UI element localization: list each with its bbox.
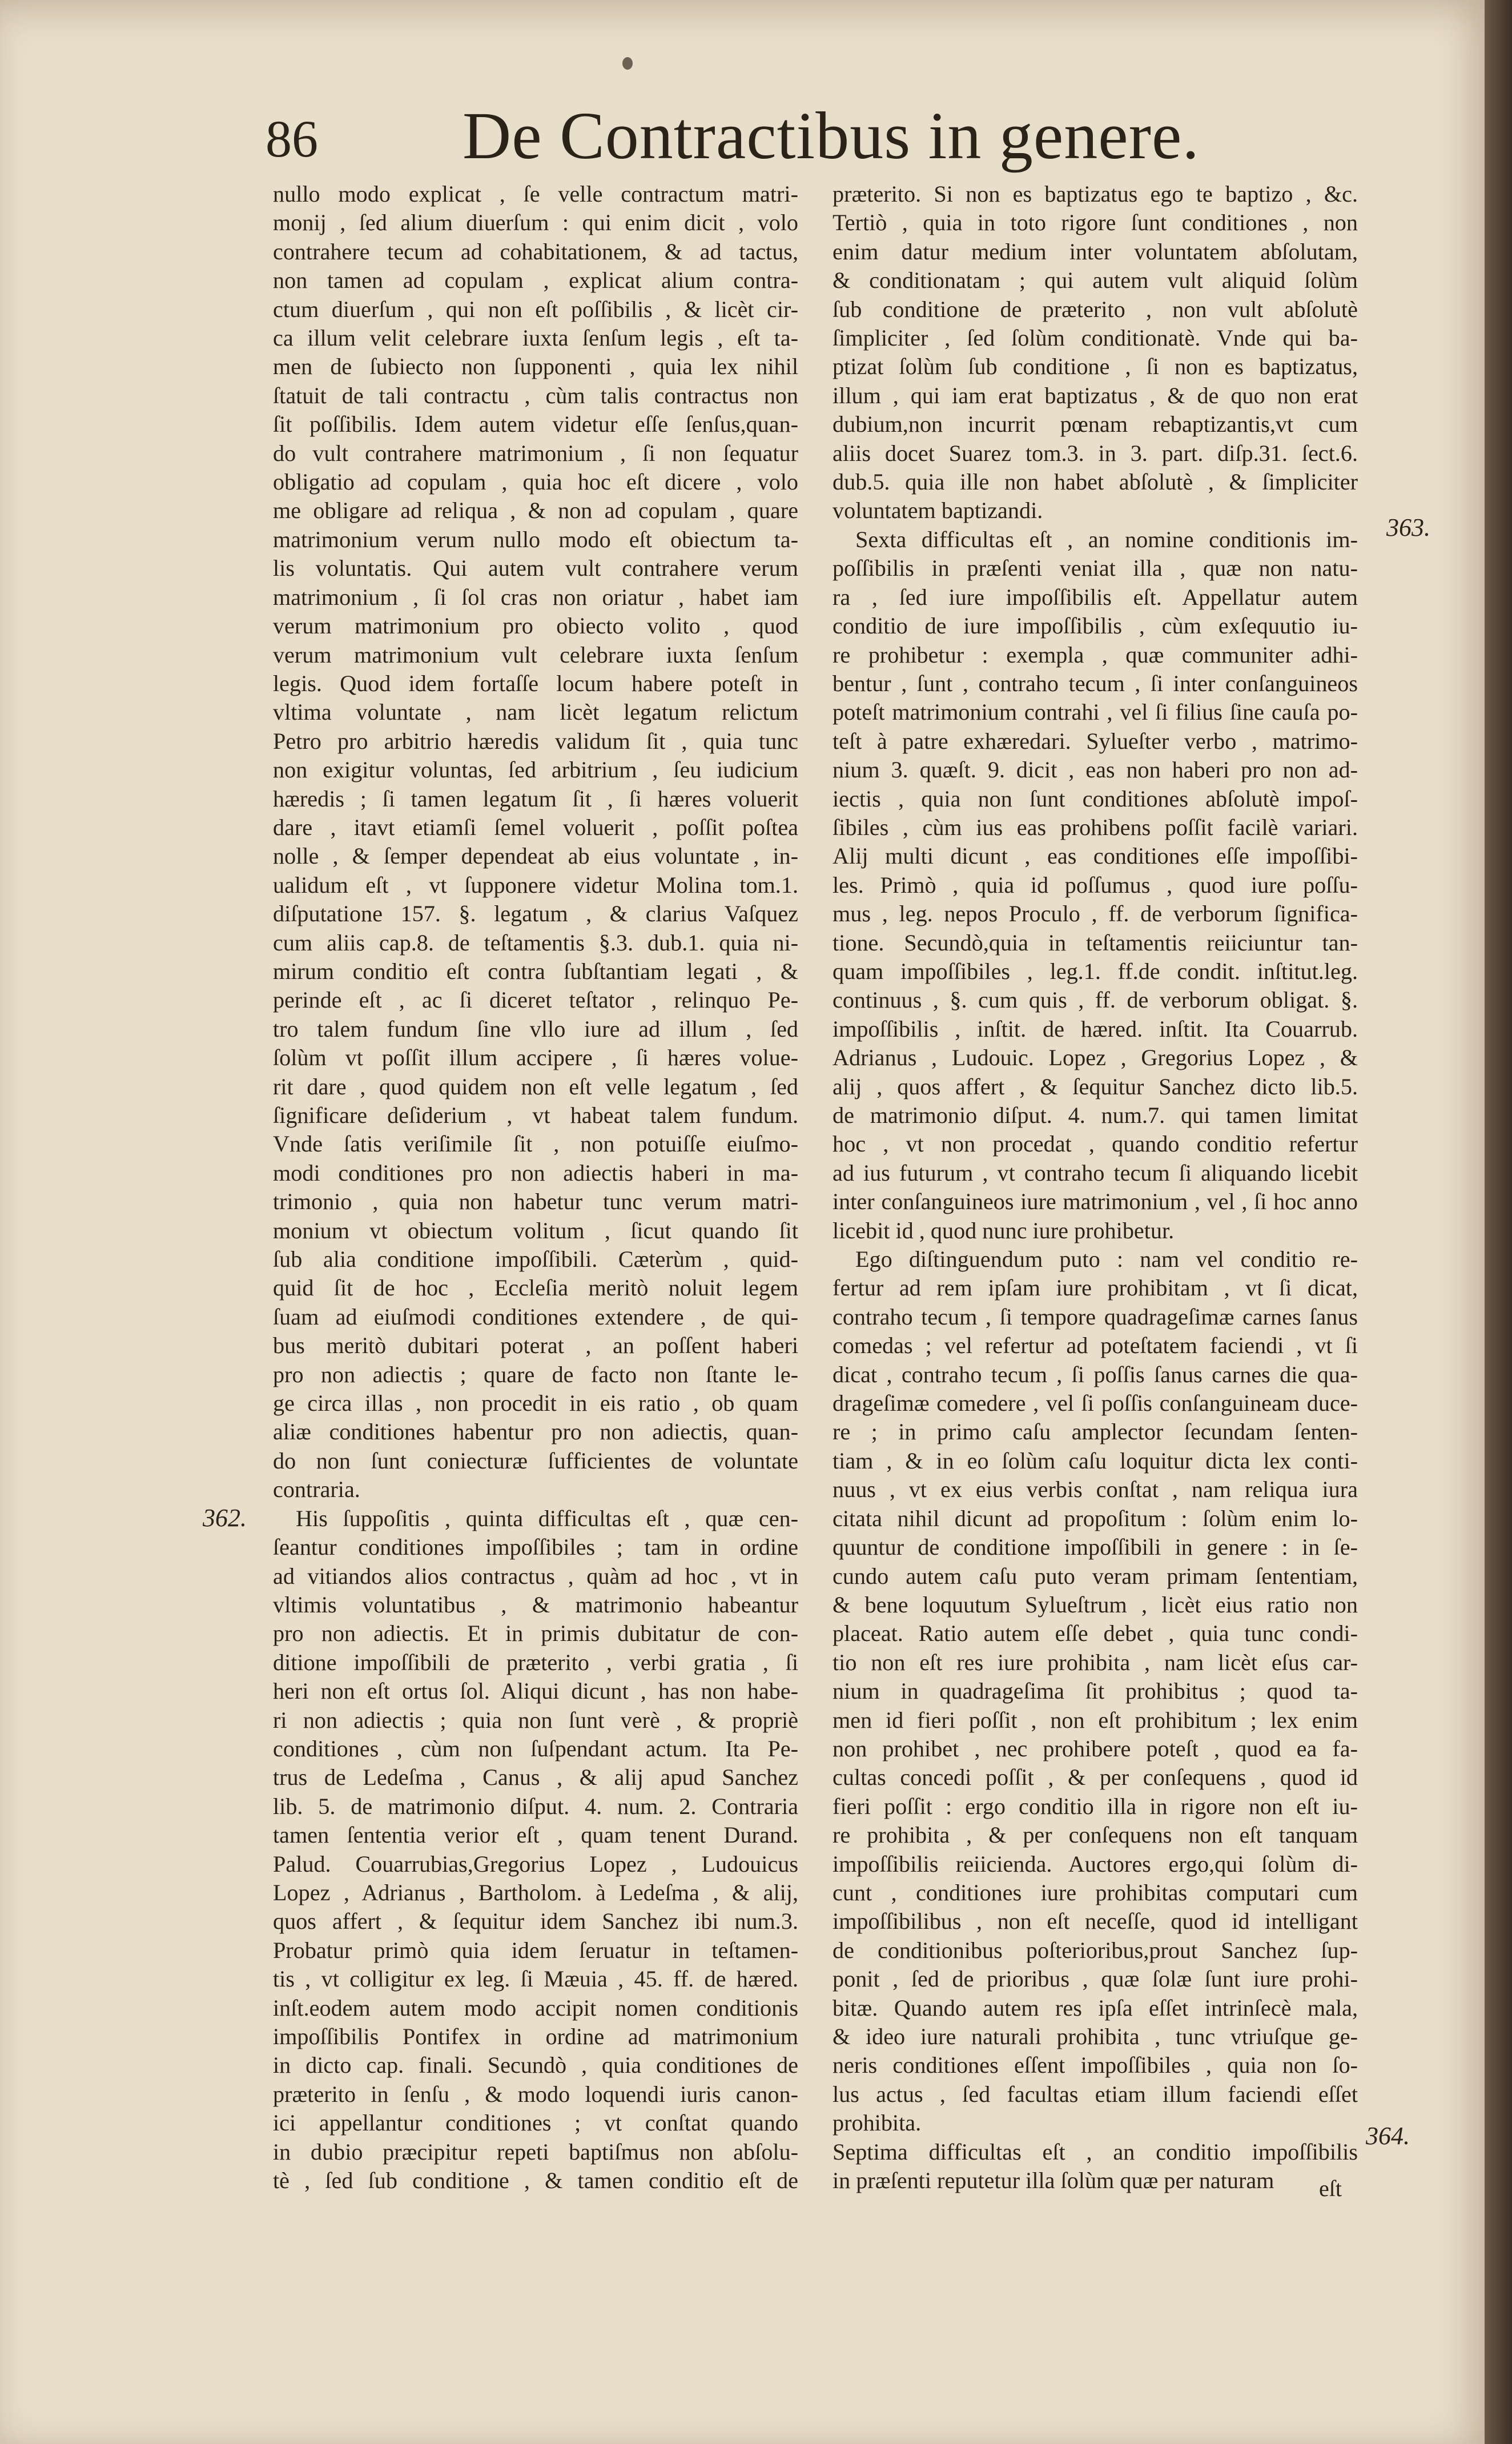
margin-note-363: 363.: [1386, 513, 1430, 541]
text-line: voluntatem baptizandi.: [833, 497, 1043, 524]
text-line: fieri poſſit : ergo conditio illa in rigore non eſt iu-: [833, 1793, 1358, 1819]
text-line: cundo autem caſu puto veram primam ſententiam,: [833, 1563, 1358, 1589]
text-line: ici appellantur conditiones ; vt conſtat quando: [273, 2110, 798, 2136]
text-line: ſub alia conditione impoſſibili. Cæterùm , quid-: [273, 1246, 798, 1273]
text-line: ſit poſſibilis. Idem autem videtur eſſe ſenſus,quan-: [273, 411, 798, 438]
text-line: placeat. Ratio autem eſſe debet , quia tunc condi-: [833, 1620, 1358, 1647]
text-line: nullo modo explicat , ſe velle contractum matri-: [273, 181, 798, 207]
ink-speck: [622, 57, 633, 70]
text-line: bus meritò dubitari poterat , an poſſent haberi: [273, 1333, 798, 1359]
text-line: ſignificare deſiderium , vt habeat talem fundum.: [273, 1102, 798, 1128]
text-line: Lopez , Adrianus , Bartholom. à Ledeſma , & alij,: [273, 1879, 798, 1905]
text-line: alij , quos affert , & ſequitur Sanchez dicto lib.5.: [833, 1073, 1358, 1099]
text-line: Tertiò , quia in toto rigore ſunt conditiones , non: [833, 210, 1358, 236]
text-line: lus actus , ſed facultas etiam illum faciendi eſſet: [833, 2081, 1358, 2107]
text-line: in dubio præcipitur repeti baptiſmus non abſolu-: [273, 2138, 798, 2165]
text-line: de matrimonio diſput. 4. num.7. qui tamen limitat: [833, 1102, 1358, 1128]
text-line: ctum diuerſum , qui non eſt poſſibilis , & licèt cir-: [273, 296, 798, 322]
text-line: poſſibilis in præſenti veniat illa , quæ non natu-: [833, 555, 1358, 581]
text-line: heri non eſt ortus ſol. Aliqui dicunt , has non habe-: [273, 1678, 798, 1704]
text-line: conditio de iure impoſſibilis , cùm exſequutio iu-: [833, 613, 1358, 639]
text-line: men id fieri poſſit , non eſt prohibitum ; lex enim: [833, 1707, 1358, 1733]
text-line: ſuam ad eiuſmodi conditiones extendere , de qui-: [273, 1303, 798, 1330]
text-line: & bene loquutum Sylueſtrum , licèt eius ratio non: [833, 1591, 1358, 1618]
text-line: tamen ſententia verior eſt , quam tenent Durand.: [273, 1822, 798, 1848]
text-line: re prohibita , & per conſequens non eſt tanquam: [833, 1822, 1358, 1848]
text-line: cultas concedi poſſit , & per conſequens , quod id: [833, 1764, 1358, 1791]
text-line: lis voluntatis. Qui autem vult contrahere verum: [273, 555, 798, 581]
page-number: 86: [266, 110, 318, 168]
text-line: cum aliis cap.8. de teſtamentis §.3. dub.1. quia ni-: [273, 929, 798, 956]
text-line: Sexta difficultas eſt , an nomine conditionis im-: [855, 526, 1358, 552]
text-line: bentur , ſunt , contraho tecum , ſi inter conſanguineos: [833, 670, 1358, 696]
text-line: impoſſibilibus , non eſt neceſſe, quod id intelligant: [833, 1908, 1358, 1935]
text-line: tio non eſt res iure prohibita , nam licèt eſus car-: [833, 1649, 1358, 1675]
text-line: trimonio , quia non habetur tunc verum matri-: [273, 1189, 798, 1215]
text-line: pro non adiectis. Et in primis dubitatur de con-: [273, 1620, 798, 1647]
catchword: eſt: [1319, 2176, 1342, 2201]
text-line: inter conſanguineos iure matrimonium , vel , ſi hoc anno: [833, 1189, 1358, 1215]
text-line: nium in quadrageſima ſit prohibitus ; quod ta-: [833, 1678, 1358, 1704]
text-line: conditiones , cùm non ſuſpendant actum. Ita Pe-: [273, 1735, 798, 1761]
text-line: hæredis ; ſi tamen legatum ſit , ſi hæres voluerit: [273, 785, 798, 812]
text-line: ptizat ſolùm ſub conditione , ſi non es baptizatus,: [833, 354, 1358, 380]
text-line: poteſt matrimonium contrahi , vel ſi filius ſine cauſa po-: [833, 699, 1358, 725]
running-title: De Contractibus in genere.: [463, 98, 1200, 173]
text-line: me obligare ad reliqua , & non ad copulam , quare: [273, 497, 798, 524]
text-line: ponit , ſed de prioribus , quæ ſolæ ſunt iure prohi-: [833, 1966, 1358, 1992]
text-line: de conditionibus poſterioribus,prout Sanchez ſup-: [833, 1937, 1358, 1963]
text-line: Vnde ſatis veriſimile ſit , non potuiſſe eiuſmo-: [273, 1131, 798, 1157]
text-line: Probatur primò quia idem ſeruatur in teſtamen-: [273, 1937, 798, 1963]
text-line: prohibita.: [833, 2110, 922, 2136]
text-line: les. Primò , quia id poſſumus , quod iure poſſu-: [833, 872, 1358, 898]
text-line: non prohibet , nec prohibere poteſt , quod ea fa-: [833, 1735, 1358, 1761]
text-line: re prohibetur : exempla , quæ communiter adhi-: [833, 641, 1358, 668]
text-line: nolle , & ſemper dependeat ab eius voluntate , in-: [273, 843, 798, 869]
text-line: ge circa illas , non procedit in eis ratio , ob quam: [273, 1390, 798, 1416]
text-line: ri non adiectis ; quia non ſunt verè , & propriè: [273, 1707, 798, 1733]
text-line: matrimonium verum nullo modo eſt obiectum ta-: [273, 526, 798, 552]
text-line: præterito. Si non es baptizatus ego te baptizo , &c.: [833, 181, 1358, 207]
text-line: cunt , conditiones iure prohibitas computari cum: [833, 1879, 1358, 1905]
text-line: contraria.: [273, 1476, 360, 1503]
text-line: legis. Quod idem fortaſſe locum habere poteſt in: [273, 670, 798, 696]
text-line: Palud. Couarrubias,Gregorius Lopez , Ludouicus: [273, 1851, 798, 1877]
text-line: matrimonium , ſi ſol cras non oriatur , habet iam: [273, 584, 798, 610]
text-line: dub.5. quia ille non habet abſolutè , & ſimpliciter: [833, 469, 1358, 495]
text-line: hoc , vt non procedat , quando conditio refertur: [833, 1131, 1358, 1157]
text-line: tis , vt colligitur ex leg. ſi Mæuia , 45. ff. de hæred.: [273, 1966, 798, 1992]
text-line: illum , qui iam erat baptizatus , & de quo non erat: [833, 382, 1358, 408]
text-line: ſtatuit de tali contractu , cùm talis contractus non: [273, 382, 798, 408]
text-line: Ego diſtinguendum puto : nam vel conditio re-: [855, 1246, 1358, 1273]
text-line: verum matrimonium vult celebrare iuxta ſenſum: [273, 641, 798, 668]
text-line: tiam , & in eo ſolùm caſu loquitur dicta lex conti-: [833, 1447, 1358, 1474]
text-line: obligatio ad copulam , quia hoc eſt dicere , volo: [273, 469, 798, 495]
text-line: mirum conditio eſt contra ſubſtantiam legati , &: [273, 958, 798, 984]
text-line: aliis docet Suarez tom.3. in 3. part. diſp.31. ſect.6.: [833, 440, 1358, 466]
text-line: His ſuppoſitis , quinta difficultas eſt , quæ cen-: [296, 1505, 798, 1531]
text-line: vltima voluntate , nam licèt legatum relictum: [273, 699, 798, 725]
text-line: impoſſibilis Pontifex in ordine ad matrimonium: [273, 2024, 798, 2049]
text-line: tione. Secundò,quia in teſtamentis reiiciuntur tan-: [833, 929, 1358, 956]
text-line: ualidum eſt , vt ſupponere videtur Molina tom.1.: [273, 872, 798, 898]
text-line: trus de Ledeſma , Canus , & alij apud Sanchez: [273, 1764, 798, 1791]
text-line: aliæ conditiones habentur pro non adiectis, quan-: [273, 1419, 798, 1445]
text-line: comedas ; vel refertur ad poteſtatem faciendi , vt ſi: [833, 1333, 1358, 1359]
text-line: fertur ad rem ipſam iure prohibitam , vt ſi dicat,: [833, 1275, 1358, 1301]
margin-note-364: 364.: [1366, 2122, 1410, 2150]
text-line: ſeantur conditiones impoſſibiles ; tam in ordine: [273, 1534, 798, 1560]
text-line: Septima difficultas eſt , an conditio impoſſibilis: [833, 2138, 1358, 2165]
text-line: quam impoſſibiles , leg.1. ff.de condit. inſtitut.leg.: [833, 958, 1358, 984]
text-line: mus , leg. nepos Proculo , ff. de verborum ſignifica-: [833, 901, 1358, 927]
text-line: men de ſubiecto non ſupponenti , quia lex nihil: [273, 354, 798, 380]
text-line: ad vitiandos alios contractus , quàm ad hoc , vt in: [273, 1563, 798, 1589]
text-line: in dicto cap. finali. Secundò , quia conditiones de: [273, 2052, 798, 2078]
text-line: ra , ſed iure impoſſibilis eſt. Appellatur autem: [833, 584, 1358, 610]
page-header: [0, 97, 1485, 177]
text-line: quid ſit de hoc , Eccleſia meritò noluit legem: [273, 1275, 798, 1301]
margin-note-362: 362.: [203, 1504, 247, 1532]
text-line: iectis , quia non ſunt conditiones abſolutè impoſ-: [833, 785, 1358, 812]
text-line: nuus , vt ex eius verbis conſtat , nam reliqua iura: [833, 1476, 1358, 1503]
text-line: diſputatione 157. §. legatum , & clarius Vaſquez: [273, 901, 798, 927]
text-line: verum matrimonium pro obiecto volito , quod: [273, 613, 798, 639]
text-line: bitæ. Quando autem res ipſa eſſet intrinſecè mala,: [833, 1994, 1358, 2021]
text-line: quos affert , & ſequitur idem Sanchez ibi num.3.: [273, 1908, 798, 1935]
text-line: præterito in ſenſu , & modo loquendi iuris canon-: [273, 2081, 798, 2107]
text-line: ad ius futurum , vt contraho tecum ſi aliquando licebit: [833, 1159, 1358, 1186]
text-line: drageſimæ comedere , vel ſi poſſis conſanguineam duce-: [833, 1390, 1358, 1416]
text-line: licebit id , quod nunc iure prohibetur.: [833, 1217, 1175, 1243]
text-line: nium 3. quæſt. 9. dicit , eas non haberi pro non ad-: [833, 757, 1358, 783]
text-line: do vult contrahere matrimonium , ſi non ſequatur: [273, 440, 798, 466]
text-line: inſt.eodem autem modo accipit nomen conditionis: [273, 1994, 798, 2021]
text-line: dubium,non incurrit pœnam rebaptizantis,vt cum: [833, 411, 1358, 438]
text-line: Petro pro arbitrio hæredis validum ſit , quia tunc: [273, 728, 798, 754]
text-line: citata nihil dicunt ad propoſitum : ſolùm enim lo-: [833, 1505, 1358, 1531]
text-line: contrahere tecum ad cohabitationem, & ad tactus,: [273, 238, 798, 264]
text-line: in præſenti reputetur illa ſolùm quæ per naturam: [833, 2168, 1274, 2194]
text-line: do non ſunt coniecturæ ſufficientes de voluntate: [273, 1447, 798, 1474]
text-line: quuntur de conditione impoſſibili in genere : in ſe-: [833, 1534, 1358, 1560]
text-line: neris conditiones eſſent impoſſibiles , quia non ſo-: [833, 2052, 1358, 2078]
text-line: ca illum velit celebrare iuxta ſenſum legis , eſt ta-: [273, 325, 798, 351]
text-line: monij , ſed alium diuerſum : qui enim dicit , volo: [273, 210, 798, 236]
text-line: dare , itavt etiamſi ſemel voluerit , poſſit poſtea: [273, 814, 798, 840]
text-line: modi conditiones pro non adiectis haberi in ma-: [273, 1159, 798, 1186]
text-line: re ; in primo caſu amplector ſecundam ſenten-: [833, 1419, 1358, 1445]
page-edge: [1485, 0, 1512, 2444]
text-line: pro non adiectis ; quare de facto non ſtante le-: [273, 1361, 798, 1387]
text-line: ſimpliciter , ſed ſolùm conditionatè. Vnde qui ba-: [833, 325, 1358, 351]
text-line: ſub conditione de præterito , non vult abſolutè: [833, 296, 1358, 322]
text-line: ſibiles , cùm ius eas prohibens poſſit facilè variari.: [833, 814, 1358, 840]
text-line: enim datur medium inter voluntatem abſolutam,: [833, 238, 1358, 264]
text-line: contraho tecum , ſi tempore quadrageſimæ carnes ſanus: [833, 1303, 1358, 1330]
text-line: tè , ſed ſub conditione , & tamen conditio eſt de: [273, 2168, 798, 2194]
text-line: Alij multi dicunt , eas conditiones eſſe impoſſibi-: [833, 843, 1358, 869]
text-line: rit dare , quod quidem non eſt velle legatum , ſed: [273, 1073, 798, 1099]
text-line: non exigitur voluntas, ſed arbitrium , ſeu iudicium: [273, 757, 798, 783]
text-line: non tamen ad copulam , explicat alium contra-: [273, 267, 798, 294]
left-text-column: [273, 180, 798, 2195]
text-line: dicat , contraho tecum , ſi poſſis ſanus carnes die qua-: [833, 1361, 1358, 1387]
text-line: perinde eſt , ac ſi diceret teſtator , relinquo Pe-: [273, 987, 798, 1013]
text-line: monium vt obiectum volitum , ſicut quando ſit: [273, 1217, 798, 1243]
text-line: lib. 5. de matrimonio diſput. 4. num. 2. Contraria: [273, 1793, 798, 1819]
text-line: & ideo iure naturali prohibita , tunc vtriuſque ge-: [833, 2024, 1358, 2049]
right-text-column: [833, 180, 1358, 2195]
text-line: continuus , §. cum quis , ff. de verborum obligat. §.: [833, 987, 1358, 1013]
text-line: ſolùm vt poſſit illum accipere , ſi hæres volue-: [273, 1045, 798, 1071]
text-line: ditione impoſſibili de præterito , verbi gratia , ſi: [273, 1649, 798, 1675]
text-line: & conditionatam ; qui autem vult aliquid ſolùm: [833, 267, 1358, 294]
text-line: teſt à patre exhæredari. Sylueſter verbo , matrimo-: [833, 728, 1358, 754]
text-line: vltimis voluntatibus , & matrimonio habeantur: [273, 1591, 798, 1618]
text-line: impoſſibilis , inſtit. de hæred. inſtit. Ita Couarrub.: [833, 1016, 1358, 1042]
text-line: Adrianus , Ludouic. Lopez , Gregorius Lopez , &: [833, 1045, 1358, 1071]
text-line: impoſſibilis reiicienda. Auctores ergo,qui ſolùm di-: [833, 1851, 1358, 1877]
text-line: tro talem fundum ſine vllo iure ad illum , ſed: [273, 1016, 798, 1042]
